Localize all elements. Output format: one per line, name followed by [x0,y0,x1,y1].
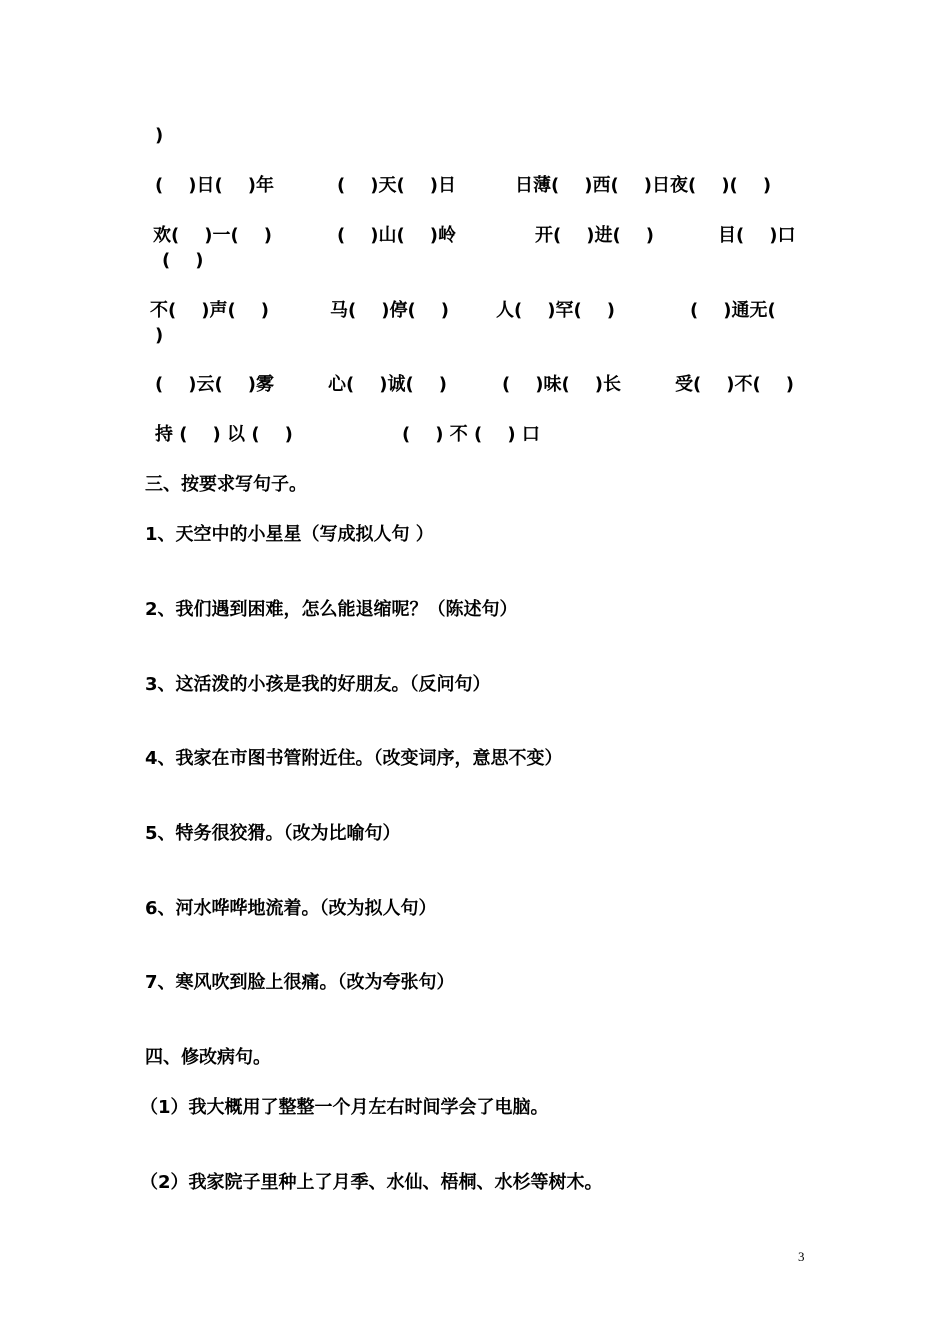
sentence-task-2: 2、我们遇到困难，怎么能退缩呢？（陈述句） [145,599,518,620]
sentence-correction-1: （1）我大概用了整整一个月左右时间学会了电脑。 [140,1097,549,1118]
idiom-blank: 欢( )一( ) [153,225,273,246]
sentence-task-5: 5、特务很狡猾。（改为比喻句） [145,823,401,844]
idiom-blank: ( )味( )长 [502,374,622,395]
idiom-carry-over: ) [155,125,164,146]
sentence-task-3: 3、这活泼的小孩是我的好朋友。（反问句） [145,674,491,695]
idiom-blank: 心( )诚( ) [328,374,448,395]
idiom-row-3 [150,299,820,323]
idiom-blank: ( )天( )日 [337,175,457,196]
sentence-correction-2: （2）我家院子里种上了月季、水仙、梧桐、水杉等树木。 [140,1172,603,1193]
idiom-blank: ( )云( )雾 [155,374,275,395]
idiom-row-2-wrap: ( ) [162,250,204,271]
idiom-blank: ( )通无( [690,300,776,321]
idiom-blank: ( )山( )岭 [337,225,457,246]
idiom-blank: 持 ( ) 以 ( ) [155,424,293,445]
idiom-row-2 [150,224,820,248]
idiom-blank: 受( )不( ) [675,374,795,395]
idiom-row-5 [150,423,820,447]
idiom-blank: 人( )罕( ) [496,300,616,321]
idiom-row-1 [150,174,820,198]
idiom-blank: 马( )停( ) [330,300,450,321]
idiom-blank: 不( )声( ) [150,300,270,321]
idiom-blank: ( ) 不 ( ) 口 [402,424,540,445]
idiom-row-3-wrap: ) [155,325,164,346]
sentence-task-1: 1、天空中的小星星（写成拟人句 ） [145,524,434,545]
idiom-blank: ( )日( )年 [155,175,275,196]
idiom-blank: 目( )口 [718,225,796,246]
sentence-task-4: 4、我家在市图书管附近住。（改变词序，意思不变） [145,748,563,769]
sentence-task-6: 6、河水哗哗地流着。（改为拟人句） [145,898,437,919]
idiom-row-4 [150,373,820,397]
section-3-heading: 三、按要求写句子。 [145,474,307,495]
idiom-blank: 日薄( )西( )日夜( )( ) [515,175,772,196]
idiom-blank: 开( )进( ) [535,225,655,246]
section-4-heading: 四、修改病句。 [145,1047,271,1068]
page-number: 3 [798,1249,805,1264]
sentence-task-7: 7、寒风吹到脸上很痛。（改为夸张句） [145,972,455,993]
